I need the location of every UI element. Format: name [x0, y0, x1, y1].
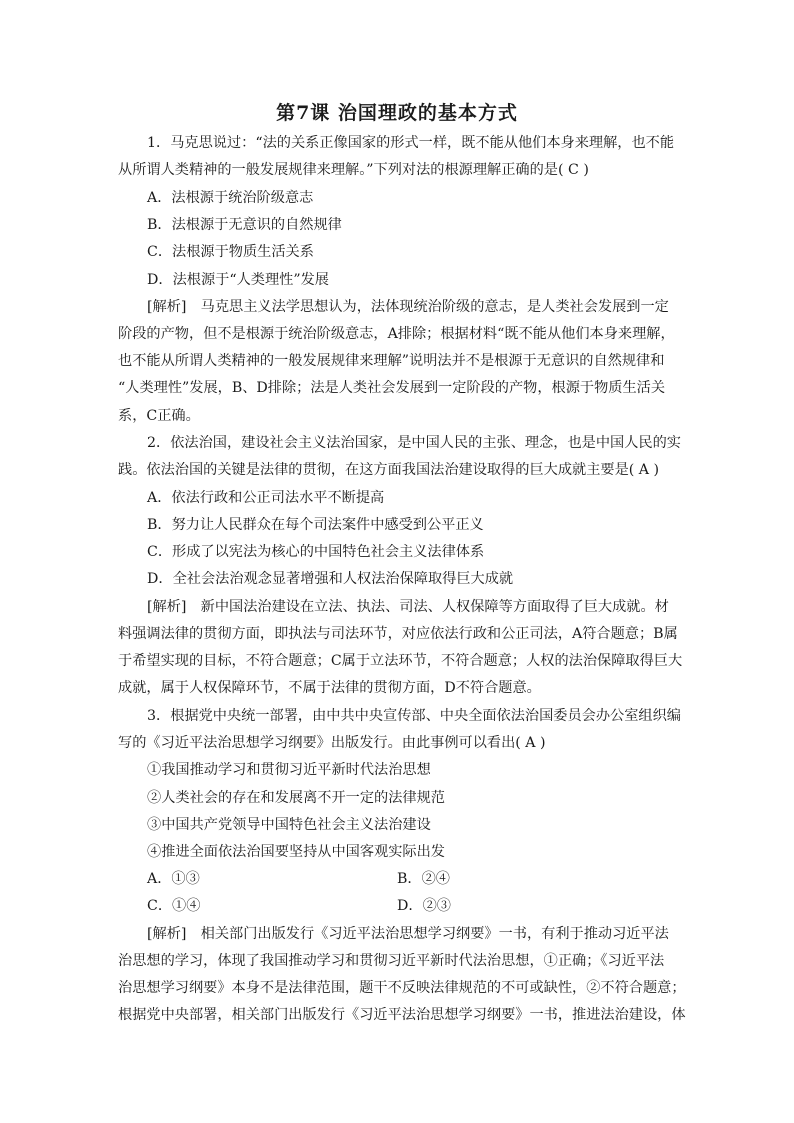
q2-analysis-line-4: 成就，属于人权保障环节，不属于法律的贯彻方面，D不符合题意。 [118, 680, 541, 696]
q3-analysis-line-2: 治思想的学习，体现了我国推动学习和贯彻习近平新时代法治思想，①正确；《习近平法 [118, 953, 665, 969]
q2-analysis-line-1: [解析] 新中国法治建设在立法、执法、司法、人权保障等方面取得了巨大成就。材 [147, 599, 669, 615]
q3-option-a: A．①③ [147, 871, 200, 887]
q3-analysis-line-1: [解析] 相关部门出版发行《习近平法治思想学习纲要》一书，有利于推动习近平法 [147, 926, 669, 942]
q2-option-d: D．全社会法治观念显著增强和人权法治保障取得巨大成就 [147, 571, 514, 587]
q1-analysis-line-2: 阶段的产物，但不是根源于统治阶级意志，A排除；根据材料“既不能从他们本身来理解， [118, 326, 675, 342]
q2-analysis-line-3: 于希望实现的目标，不符合题意；C属于立法环节，不符合题意；人权的法治保障取得巨大 [118, 653, 683, 669]
q3-option-b: B．②④ [397, 871, 450, 887]
q3-stem-line-2: 写的《习近平法治思想学习纲要》出版发行。由此事例可以看出( A ) [118, 735, 546, 751]
q2-option-a: A．依法行政和公正司法水平不断提高 [147, 490, 385, 506]
q1-analysis-line-1: [解析] 马克思主义法学思想认为，法体现统治阶级的意志，是人类社会发展到一定 [147, 299, 669, 315]
q2-stem-line-2: 践。依法治国的关键是法律的贯彻，在这方面我国法治建设取得的巨大成就主要是( A ) [118, 462, 660, 478]
q1-stem-line-2: 从所谓人类精神的一般发展规律来理解。”下列对法的根源理解正确的是( C ) [118, 162, 589, 178]
q1-stem-line-1: 1．马克思说过：“法的关系正像国家的形式一样，既不能从他们本身来理解，也不能 [147, 135, 675, 151]
q2-option-c: C．形成了以宪法为核心的中国特色社会主义法律体系 [147, 544, 485, 560]
q3-analysis-line-4: 根据党中央部署，相关部门出版发行《习近平法治思想学习纲要》一书，推进法治建设，体 [118, 1007, 686, 1023]
q1-option-c: C．法根源于物质生活关系 [147, 244, 314, 260]
q3-statement-1: ①我国推动学习和贯彻习近平新时代法治思想 [147, 762, 431, 778]
q3-statement-4: ④推进全面依法治国要坚持从中国客观实际出发 [147, 844, 445, 860]
q1-analysis-line-3: 也不能从所谓人类精神的一般发展规律来理解”说明法并不是根源于无意识的自然规律和 [118, 353, 665, 369]
q3-analysis-line-3: 治思想学习纲要》本身不是法律范围，题干不反映法律规范的不可或缺性，②不符合题意； [118, 980, 686, 996]
q1-analysis-line-4: “人类理性”发展，B、D排除；法是人类社会发展到一定阶段的产物，根源于物质生活关 [118, 380, 666, 396]
q1-analysis-line-5: 系，C正确。 [118, 408, 200, 424]
q3-option-d: D．②③ [397, 898, 451, 914]
q1-option-d: D．法根源于“人类理性”发展 [147, 272, 329, 288]
q2-analysis-line-2: 料强调法律的贯彻方面，即执法与司法环节，对应依法行政和公正司法，A符合题意；B属 [118, 626, 678, 642]
q1-option-b: B．法根源于无意识的自然规律 [147, 217, 342, 233]
q1-option-a: A．法根源于统治阶级意志 [147, 190, 314, 206]
q3-statement-3: ③中国共产党领导中国特色社会主义法治建设 [147, 817, 431, 833]
q3-statement-2: ②人类社会的存在和发展离不开一定的法律规范 [147, 790, 445, 806]
page-title: 第7课 治国理政的基本方式 [276, 102, 518, 124]
q2-stem-line-1: 2．依法治国，建设社会主义法治国家，是中国人民的主张、理念，也是中国人民的实 [147, 435, 681, 451]
q3-stem-line-1: 3．根据党中央统一部署，由中共中央宣传部、中央全面依法治国委员会办公室组织编 [147, 708, 681, 724]
q3-option-c: C．①④ [147, 898, 201, 914]
q2-option-b: B．努力让人民群众在每个司法案件中感受到公平正义 [147, 517, 484, 533]
